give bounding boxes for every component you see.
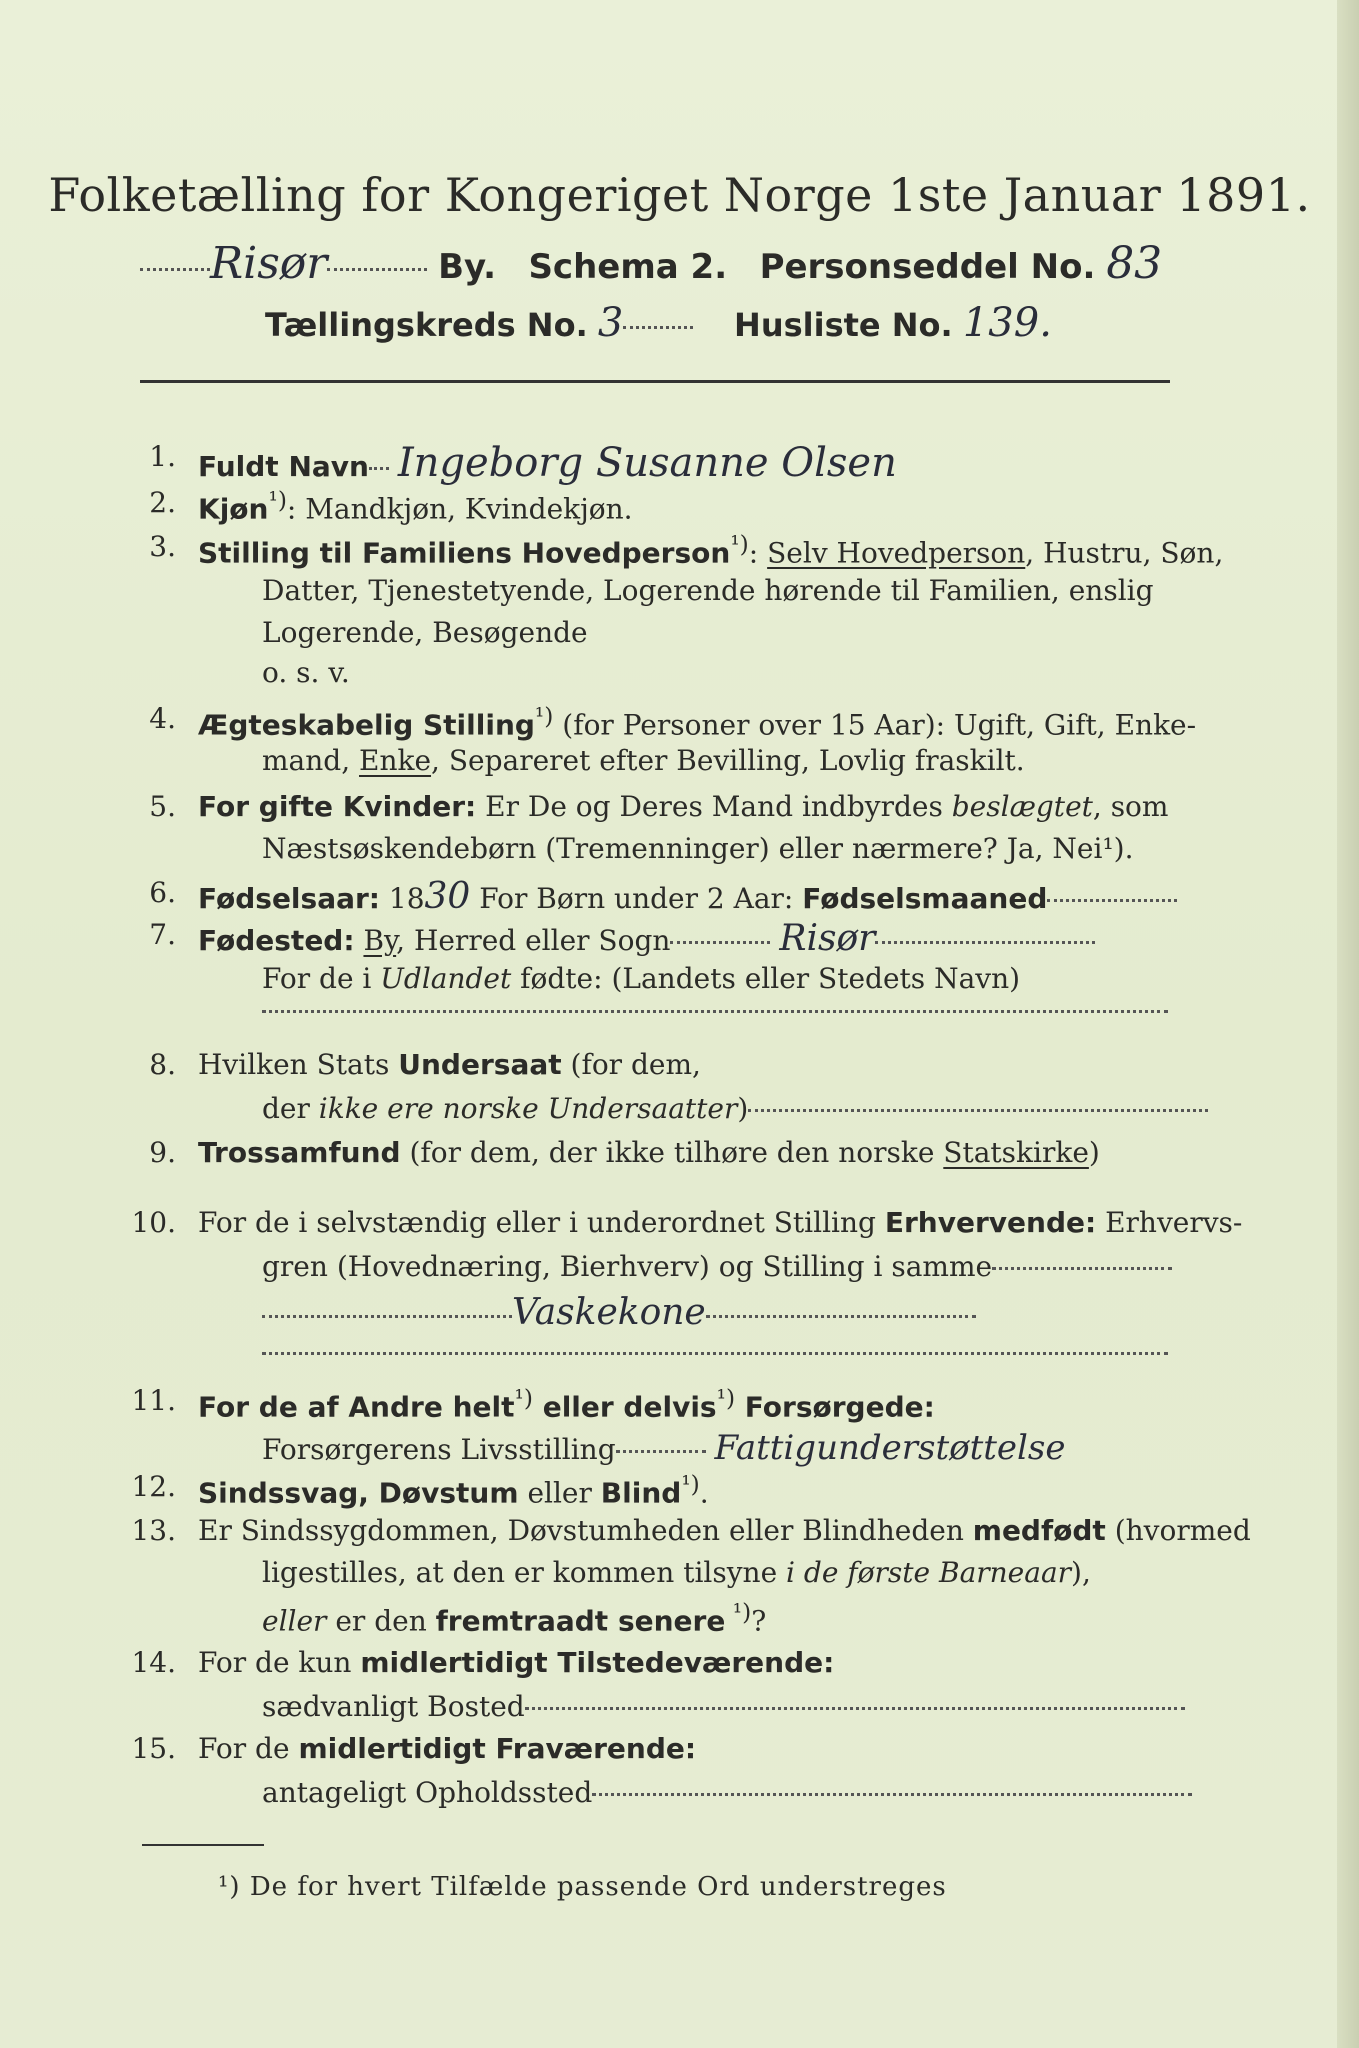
q12-line (198, 1470, 709, 1509)
q6-prefix: 18 (380, 882, 425, 915)
q8-text-c: der (262, 1092, 319, 1125)
q7-underlined-answer: By (363, 924, 397, 957)
q15-line-1 (198, 1732, 696, 1765)
q1-answer: Ingeborg Susanne Olsen (397, 440, 897, 486)
city-handwritten: Risør (210, 238, 328, 289)
q10-text-b: Erhvervs- (1096, 1206, 1243, 1239)
schema-label: Schema 2. (528, 247, 728, 287)
by-label: By. (438, 247, 496, 287)
q11-line-2 (262, 1428, 1065, 1468)
q15-text-b: antageligt Opholdssted (262, 1776, 593, 1809)
q3-line-2: Datter, Tjenestetyende, Logerende hørende til Familien, enslig (262, 574, 1154, 607)
q13-text-b: (hvormed (1105, 1514, 1251, 1547)
q13-text-a: Er Sindssygdommen, Døvstumheden eller Blindheden (198, 1514, 973, 1547)
q14-line-1 (198, 1646, 834, 1679)
q9-line (198, 1136, 1100, 1169)
q5-number: 5. (149, 790, 176, 823)
q4-line-1 (198, 702, 1196, 741)
q11-footnote-mark-2: ¹) (716, 1384, 736, 1412)
footnote-divider (142, 1844, 264, 1846)
q4-underlined-answer: Enke (359, 744, 432, 777)
q4-text-b: mand, (262, 744, 360, 777)
q6-line (198, 876, 1177, 917)
q8-text-b: (for dem, (561, 1048, 701, 1081)
footnote: ¹) De for hvert Tilfælde passende Ord understreges (218, 1872, 947, 1902)
q13-italic: i de første Barneaar (786, 1556, 1072, 1589)
q12-number: 12. (131, 1470, 176, 1503)
q7-text-b: , Herred eller Sogn (396, 924, 671, 957)
q3-line-4: o. s. v. (262, 656, 350, 689)
q9-number: 9. (149, 1136, 176, 1169)
q8-italic: ikke ere norske Undersaatter (318, 1092, 738, 1125)
q3-text-b: , Hustru, Søn, (1025, 536, 1224, 570)
q7-label: Fødested: (198, 924, 355, 957)
q11-line-1 (198, 1384, 935, 1423)
q7-line-2 (262, 962, 1020, 995)
q5-line-2: Næstsøskendebørn (Tremenninger) eller nærmere? Ja, Nei¹). (262, 832, 1134, 865)
personseddel-number: 83 (1106, 238, 1163, 289)
q15-label: midlertidigt Fraværende: (298, 1732, 697, 1765)
q12-label: Sindssvag, Døvstum (198, 1476, 519, 1510)
q3-text-a: : (748, 536, 768, 570)
q7-italic: Udlandet (380, 962, 512, 995)
q14-text-b: sædvanligt Bosted (262, 1690, 525, 1723)
q3-line-1 (198, 530, 1223, 569)
q13-line-1 (198, 1514, 1251, 1547)
q14-label: midlertidigt Tilstedeværende: (360, 1646, 835, 1679)
form-title: Folketælling for Kongeriget Norge 1ste Januar 1891. (48, 168, 1311, 222)
header-divider (140, 380, 1170, 383)
q12-label-2: Blind (600, 1476, 682, 1510)
q11-number: 11. (131, 1384, 176, 1417)
q10-text-a: For de i selvstændig eller i underordnet Stilling (198, 1206, 885, 1239)
q3-line-3: Logerende, Besøgende (262, 616, 588, 649)
q1-label: Fuldt Navn (198, 450, 369, 483)
kreds-number: 3 (597, 300, 624, 346)
q13-text-f: ? (751, 1604, 767, 1638)
q9-text-end: ) (1088, 1136, 1100, 1169)
q11-answer: Fattigunderstøttelse (714, 1428, 1066, 1468)
q11-footnote-mark-1: ¹) (514, 1384, 533, 1412)
q4-footnote-mark: ¹) (534, 702, 554, 730)
page-edge (1337, 0, 1359, 2048)
q14-number: 14. (131, 1646, 176, 1679)
q10-text-c: gren (Hovednæring, Bierhverv) og Stilling i samme (262, 1250, 993, 1283)
q11-text-b: eller delvis (532, 1390, 717, 1424)
q6-text: For Børn under 2 Aar: (470, 882, 803, 915)
q7-answer: Risør (779, 918, 876, 959)
q9-label: Trossamfund (198, 1136, 401, 1169)
q10-line-2 (262, 1250, 1172, 1283)
q13-label: medfødt (972, 1514, 1106, 1547)
q10-answer-line (262, 1352, 1168, 1355)
q3-number: 3. (149, 530, 176, 563)
q13-label-2: fremtraadt senere (435, 1604, 726, 1638)
q2-line (198, 486, 633, 525)
q6-label-2: Fødselsmaaned (802, 882, 1048, 915)
q13-text-e: er den (326, 1604, 436, 1638)
header-line-kreds (265, 300, 1052, 346)
q4-number: 4. (149, 702, 176, 735)
q14-text-a: For de kun (198, 1646, 361, 1679)
q12-footnote-mark: ¹) (681, 1470, 700, 1498)
q7-number: 7. (149, 918, 176, 951)
personseddel-label: Personseddel No. (759, 247, 1096, 287)
q3-label: Stilling til Familiens Hovedperson (198, 536, 731, 570)
q13-line-3 (262, 1598, 766, 1637)
q2-text: : Mandkjøn, Kvindekjøn. (286, 492, 633, 526)
q10-line-1 (198, 1206, 1242, 1239)
q10-line-3 (262, 1292, 976, 1333)
q6-label: Fødselsaar: (198, 882, 380, 915)
q11-text-c: Forsørgerens Livsstilling (262, 1433, 616, 1466)
q10-label: Erhvervende: (884, 1206, 1097, 1239)
q5-text-a: Er De og Deres Mand indbyrdes (476, 790, 952, 823)
q15-line-2 (262, 1776, 1192, 1809)
q8-line-2 (262, 1092, 1208, 1125)
q9-underlined-answer: Statskirke (943, 1136, 1089, 1169)
q1-number: 1. (149, 440, 176, 473)
q4-text-c: , Separeret efter Bevilling, Lovlig fraskilt. (431, 744, 1025, 777)
q12-end: . (699, 1476, 709, 1510)
q13-text-d: ), (1071, 1556, 1091, 1589)
husliste-label: Husliste No. (734, 306, 953, 344)
q3-footnote-mark: ¹) (730, 530, 749, 558)
q8-text-a: Hvilken Stats (198, 1048, 399, 1081)
q15-text-a: For de (198, 1732, 299, 1765)
q2-number: 2. (149, 486, 176, 519)
q10-answer: Vaskekone (512, 1292, 706, 1333)
q13-footnote-mark: ¹) (725, 1598, 752, 1626)
q14-line-2 (262, 1690, 1185, 1723)
q10-number: 10. (131, 1206, 176, 1239)
q8-number: 8. (149, 1048, 176, 1081)
q5-text-b: , som (1092, 790, 1169, 823)
q13-italic-2: eller (262, 1604, 327, 1638)
q7-line-1 (198, 918, 1095, 959)
q9-text: (for dem, der ikke tilhøre den norske (400, 1136, 944, 1169)
q2-label: Kjøn (198, 492, 269, 526)
q8-text-d: ) (737, 1092, 749, 1125)
q7-text-d: fødte: (Landets eller Stedets Navn) (511, 962, 1021, 995)
q13-line-2 (262, 1556, 1091, 1589)
header-line-city (140, 238, 1162, 289)
q4-label: Ægteskabelig Stilling (198, 708, 535, 742)
q5-italic: beslægtet (951, 790, 1093, 823)
q11-label: Forsørgede: (735, 1390, 935, 1424)
q7-text-c: For de i (262, 962, 381, 995)
q15-number: 15. (131, 1732, 176, 1765)
q13-text-c: ligestilles, at den er kommen tilsyne (262, 1556, 787, 1589)
q7-answer-line (262, 1010, 1168, 1013)
q8-label: Undersaat (398, 1048, 562, 1081)
q1-line (198, 440, 897, 486)
q13-number: 13. (131, 1514, 176, 1547)
q12-text: eller (518, 1476, 601, 1510)
q2-footnote-mark: ¹) (268, 486, 287, 514)
q4-line-2 (262, 744, 1025, 777)
q6-answer: 30 (424, 876, 471, 917)
q11-text-a: For de af Andre helt (198, 1390, 515, 1424)
q3-underlined-answer: Selv Hovedperson (767, 536, 1026, 570)
q4-text-a: (for Personer over 15 Aar): Ugift, Gift, Enke- (553, 708, 1197, 742)
q5-label: For gifte Kvinder: (198, 790, 477, 823)
q6-number: 6. (149, 876, 176, 909)
kreds-label: Tællingskreds No. (265, 306, 588, 344)
q8-line-1 (198, 1048, 701, 1081)
q5-line-1 (198, 790, 1168, 823)
husliste-number: 139. (962, 300, 1052, 346)
